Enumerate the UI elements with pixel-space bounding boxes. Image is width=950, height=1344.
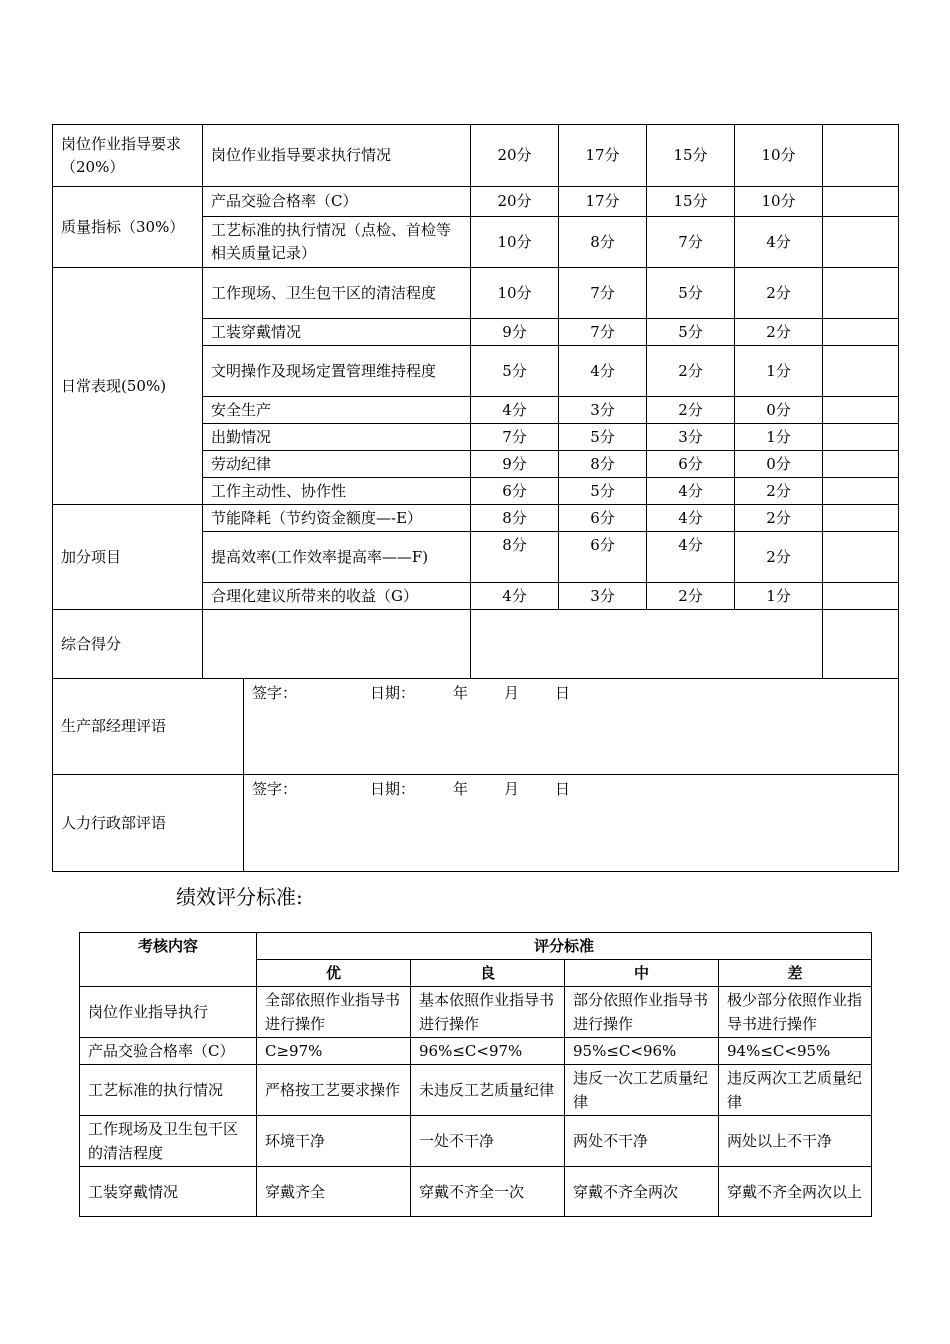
item-cell: 节能降耗（节约资金额度—-E） [203, 505, 471, 532]
comment-label: 人力行政部评语 [53, 775, 244, 872]
standard-cell: 违反一次工艺质量纪律 [565, 1065, 719, 1116]
criterion-cell: 产品交验合格率（C） [80, 1038, 257, 1065]
criterion-cell: 工作现场及卫生包干区的清洁程度 [80, 1116, 257, 1167]
day-label: 日 [555, 780, 571, 798]
item-cell: 劳动纪律 [203, 451, 471, 478]
score-cell: 4分 [647, 478, 735, 505]
score-cell: 1分 [735, 424, 823, 451]
standard-cell: 严格按工艺要求操作 [257, 1065, 411, 1116]
item-cell: 工装穿戴情况 [203, 319, 471, 346]
score-cell: 7分 [559, 268, 647, 319]
score-cell: 8分 [559, 217, 647, 268]
total-field[interactable] [471, 610, 823, 679]
score-cell: 10分 [735, 187, 823, 217]
score-cell: 5分 [471, 346, 559, 397]
standard-cell: 两处不干净 [565, 1116, 719, 1167]
score-cell: 2分 [647, 346, 735, 397]
score-cell: 1分 [735, 583, 823, 610]
score-cell: 4分 [735, 217, 823, 268]
score-cell: 8分 [471, 532, 559, 583]
score-cell: 4分 [559, 346, 647, 397]
category-cell: 质量指标（30%） [53, 187, 203, 268]
item-cell: 文明操作及现场定置管理维持程度 [203, 346, 471, 397]
grade-header: 差 [719, 960, 872, 987]
actual-score-cell[interactable] [823, 451, 899, 478]
actual-score-cell[interactable] [823, 532, 899, 583]
table-row [80, 1038, 872, 1065]
score-cell: 3分 [559, 397, 647, 424]
item-cell: 安全生产 [203, 397, 471, 424]
category-cell: 日常表现(50%) [53, 268, 203, 505]
day-label: 日 [555, 684, 571, 702]
section-heading: 绩效评分标准: [176, 885, 303, 909]
header-row [80, 933, 872, 960]
score-cell: 10分 [471, 217, 559, 268]
sign-label: 签字： [252, 780, 298, 798]
actual-score-cell[interactable] [823, 478, 899, 505]
score-cell: 15分 [647, 187, 735, 217]
standard-cell: 96%≤C<97% [411, 1038, 565, 1065]
year-label: 年 [453, 684, 469, 702]
score-cell: 2分 [735, 268, 823, 319]
actual-score-cell[interactable] [823, 268, 899, 319]
score-cell: 20分 [471, 125, 559, 187]
signature-line [252, 778, 890, 801]
score-cell: 17分 [559, 125, 647, 187]
standard-cell: 穿戴齐全 [257, 1167, 411, 1217]
evaluation-table [52, 124, 899, 872]
standard-cell: 一处不干净 [411, 1116, 565, 1167]
actual-score-cell[interactable] [823, 187, 899, 217]
grade-header: 优 [257, 960, 411, 987]
score-cell: 4分 [647, 532, 735, 583]
item-cell: 产品交验合格率（C） [203, 187, 471, 217]
standard-cell: 未违反工艺质量纪律 [411, 1065, 565, 1116]
table-row [53, 187, 899, 217]
standard-cell: 两处以上不干净 [719, 1116, 872, 1167]
score-cell: 10分 [471, 268, 559, 319]
signature-line [252, 682, 890, 705]
standard-cell: 全部依照作业指导书进行操作 [257, 987, 411, 1038]
total-field[interactable] [203, 610, 471, 679]
table-row [53, 268, 899, 319]
standard-cell: C≥97% [257, 1038, 411, 1065]
standard-cell: 违反两次工艺质量纪律 [719, 1065, 872, 1116]
score-cell: 8分 [471, 505, 559, 532]
item-cell: 出勤情况 [203, 424, 471, 451]
year-label: 年 [453, 780, 469, 798]
item-cell: 岗位作业指导要求执行情况 [203, 125, 471, 187]
score-cell: 7分 [647, 217, 735, 268]
score-cell: 6分 [471, 478, 559, 505]
standard-cell: 穿戴不齐全一次 [411, 1167, 565, 1217]
score-cell: 9分 [471, 451, 559, 478]
standard-cell: 部分依照作业指导书进行操作 [565, 987, 719, 1038]
score-cell: 5分 [647, 319, 735, 346]
standard-cell: 穿戴不齐全两次以上 [719, 1167, 872, 1217]
actual-score-cell[interactable] [823, 424, 899, 451]
criterion-cell: 工艺标准的执行情况 [80, 1065, 257, 1116]
actual-score-cell[interactable] [823, 505, 899, 532]
score-cell: 2分 [647, 583, 735, 610]
item-cell: 工作主动性、协作性 [203, 478, 471, 505]
table-row [53, 505, 899, 532]
score-cell: 3分 [559, 583, 647, 610]
category-cell: 加分项目 [53, 505, 203, 610]
comment-field[interactable] [244, 679, 899, 775]
table-row [53, 125, 899, 187]
score-cell: 0分 [735, 397, 823, 424]
month-label: 月 [504, 684, 520, 702]
category-cell: 岗位作业指导要求（20%） [53, 125, 203, 187]
total-label: 综合得分 [53, 610, 203, 679]
total-row [53, 610, 899, 679]
score-cell: 2分 [735, 505, 823, 532]
score-cell: 7分 [471, 424, 559, 451]
score-cell: 8分 [559, 451, 647, 478]
score-cell: 6分 [559, 532, 647, 583]
standard-cell: 94%≤C<95% [719, 1038, 872, 1065]
standard-cell: 环境干净 [257, 1116, 411, 1167]
score-cell: 0分 [735, 451, 823, 478]
date-label: 日期： [370, 780, 416, 798]
score-cell: 4分 [471, 583, 559, 610]
score-cell: 15分 [647, 125, 735, 187]
score-cell: 6分 [559, 505, 647, 532]
item-cell: 提高效率(工作效率提高率——F) [203, 532, 471, 583]
table-row [80, 1167, 872, 1217]
score-cell: 2分 [735, 319, 823, 346]
month-label: 月 [504, 780, 520, 798]
actual-score-cell[interactable] [823, 583, 899, 610]
content-header: 考核内容 [80, 933, 257, 987]
date-label: 日期： [370, 684, 416, 702]
item-cell: 工作现场、卫生包干区的清洁程度 [203, 268, 471, 319]
actual-score-cell[interactable] [823, 346, 899, 397]
standard-cell: 95%≤C<96% [565, 1038, 719, 1065]
score-cell: 4分 [471, 397, 559, 424]
grade-header: 良 [411, 960, 565, 987]
comment-row [53, 679, 899, 775]
table-row [80, 1065, 872, 1116]
criterion-cell: 工装穿戴情况 [80, 1167, 257, 1217]
actual-score-cell[interactable] [823, 397, 899, 424]
standard-cell: 基本依照作业指导书进行操作 [411, 987, 565, 1038]
comment-row [53, 775, 899, 872]
score-cell: 17分 [559, 187, 647, 217]
score-cell: 3分 [647, 424, 735, 451]
score-cell: 5分 [559, 478, 647, 505]
actual-score-cell[interactable] [823, 319, 899, 346]
comment-label: 生产部经理评语 [53, 679, 244, 775]
score-cell: 20分 [471, 187, 559, 217]
sign-label: 签字： [252, 684, 298, 702]
actual-score-cell[interactable] [823, 217, 899, 268]
score-cell: 10分 [735, 125, 823, 187]
total-field[interactable] [823, 610, 899, 679]
score-cell: 7分 [559, 319, 647, 346]
score-cell: 5分 [559, 424, 647, 451]
score-cell: 2分 [735, 478, 823, 505]
score-cell: 2分 [647, 397, 735, 424]
score-cell: 4分 [647, 505, 735, 532]
table-row [80, 1116, 872, 1167]
grade-header: 中 [565, 960, 719, 987]
standard-cell: 穿戴不齐全两次 [565, 1167, 719, 1217]
actual-score-cell[interactable] [823, 125, 899, 187]
standard-cell: 极少部分依照作业指导书进行操作 [719, 987, 872, 1038]
table-row [80, 987, 872, 1038]
comment-field[interactable] [244, 775, 899, 872]
score-cell: 5分 [647, 268, 735, 319]
criterion-cell: 岗位作业指导执行 [80, 987, 257, 1038]
score-cell: 2分 [735, 532, 823, 583]
standards-table [79, 932, 872, 1217]
item-cell: 合理化建议所带来的收益（G） [203, 583, 471, 610]
score-cell: 9分 [471, 319, 559, 346]
standard-header: 评分标准 [257, 933, 872, 960]
score-cell: 6分 [647, 451, 735, 478]
item-cell: 工艺标准的执行情况（点检、首检等相关质量记录） [203, 217, 471, 268]
score-cell: 1分 [735, 346, 823, 397]
